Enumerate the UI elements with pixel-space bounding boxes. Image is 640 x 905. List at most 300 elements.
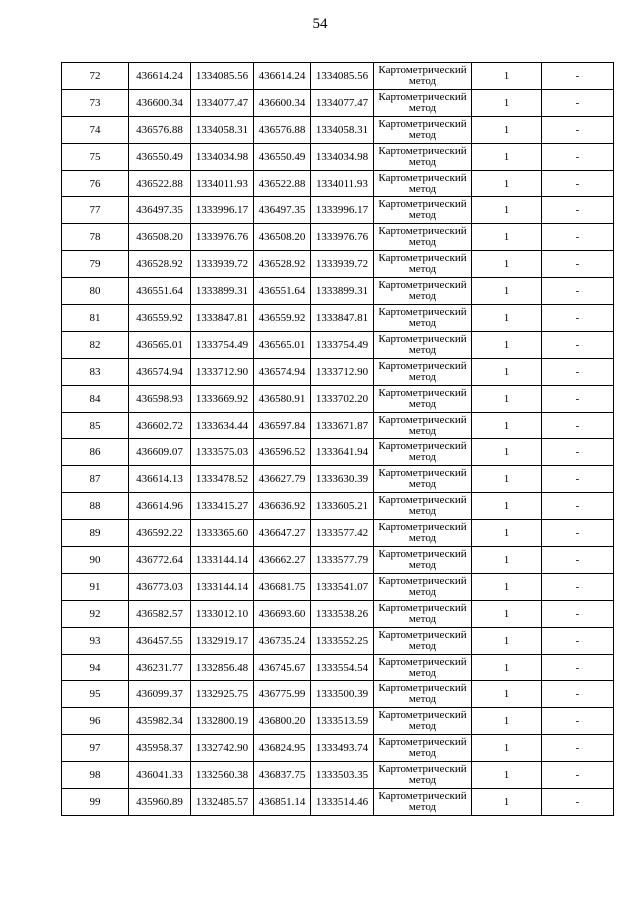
method-line-1: Картометрический	[378, 547, 467, 560]
y-coordinate-cell: 1333976.76	[191, 224, 254, 251]
point-number-cell: 82	[62, 331, 129, 358]
x-coordinate-cell: 436772.64	[129, 547, 191, 574]
y-coordinate-cell: 1333754.49	[191, 331, 254, 358]
method-line-1: Картометрический	[378, 736, 467, 749]
method-line-2: метод	[408, 639, 437, 652]
description-cell: -	[542, 520, 614, 547]
point-number-cell: 93	[62, 627, 129, 654]
y-coordinate-cell: 1334011.93	[191, 170, 254, 197]
point-number-cell: 85	[62, 412, 129, 439]
point-number-cell: 91	[62, 573, 129, 600]
description-cell: -	[542, 573, 614, 600]
y-coordinate-new-cell: 1333671.87	[311, 412, 374, 439]
x-coordinate-new-cell: 436528.92	[254, 251, 311, 278]
point-number-cell: 77	[62, 197, 129, 224]
table-row	[62, 331, 614, 358]
accuracy-cell: 1	[472, 331, 542, 358]
y-coordinate-new-cell: 1333554.54	[311, 654, 374, 681]
x-coordinate-new-cell: 436636.92	[254, 493, 311, 520]
table-row	[62, 600, 614, 627]
method-line-2: метод	[408, 558, 437, 571]
method-line-1: Картометрический	[378, 117, 467, 130]
y-coordinate-cell: 1332742.90	[191, 735, 254, 762]
x-coordinate-cell: 436550.49	[129, 143, 191, 170]
point-number-cell: 83	[62, 358, 129, 385]
table-row	[62, 493, 614, 520]
accuracy-cell: 1	[472, 708, 542, 735]
accuracy-cell: 1	[472, 520, 542, 547]
method-cell	[374, 116, 472, 143]
y-coordinate-cell: 1334034.98	[191, 143, 254, 170]
method-cell	[374, 520, 472, 547]
point-number-cell: 95	[62, 681, 129, 708]
description-cell: -	[542, 63, 614, 90]
method-cell	[374, 681, 472, 708]
x-coordinate-new-cell: 436565.01	[254, 331, 311, 358]
method-line-2: метод	[408, 182, 437, 195]
x-coordinate-cell: 436609.07	[129, 439, 191, 466]
description-cell: -	[542, 170, 614, 197]
coordinates-table	[61, 62, 614, 816]
table-row	[62, 627, 614, 654]
table-body	[62, 63, 614, 816]
method-line-1: Картометрический	[378, 709, 467, 722]
point-number-cell: 81	[62, 305, 129, 332]
accuracy-cell: 1	[472, 412, 542, 439]
method-line-1: Картометрический	[378, 682, 467, 695]
x-coordinate-cell: 436600.34	[129, 89, 191, 116]
y-coordinate-cell: 1332925.75	[191, 681, 254, 708]
method-line-2: метод	[408, 693, 437, 706]
accuracy-cell: 1	[472, 224, 542, 251]
y-coordinate-new-cell: 1334058.31	[311, 116, 374, 143]
method-cell	[374, 573, 472, 600]
description-cell: -	[542, 681, 614, 708]
method-line-1: Картометрический	[378, 332, 467, 345]
accuracy-cell: 1	[472, 789, 542, 816]
method-line-2: метод	[408, 290, 437, 303]
x-coordinate-new-cell: 436580.91	[254, 385, 311, 412]
y-coordinate-cell: 1334085.56	[191, 63, 254, 90]
table-row	[62, 197, 614, 224]
description-cell: -	[542, 654, 614, 681]
accuracy-cell: 1	[472, 547, 542, 574]
y-coordinate-new-cell: 1333630.39	[311, 466, 374, 493]
table-row	[62, 251, 614, 278]
method-line-2: метод	[408, 263, 437, 276]
y-coordinate-cell: 1332800.19	[191, 708, 254, 735]
x-coordinate-cell: 436592.22	[129, 520, 191, 547]
y-coordinate-cell: 1334077.47	[191, 89, 254, 116]
table-row	[62, 116, 614, 143]
table-row	[62, 89, 614, 116]
y-coordinate-cell: 1333415.27	[191, 493, 254, 520]
description-cell: -	[542, 789, 614, 816]
y-coordinate-cell: 1333847.81	[191, 305, 254, 332]
method-cell	[374, 547, 472, 574]
description-cell: -	[542, 143, 614, 170]
x-coordinate-cell: 436099.37	[129, 681, 191, 708]
y-coordinate-cell: 1332856.48	[191, 654, 254, 681]
method-line-1: Картометрический	[378, 440, 467, 453]
y-coordinate-new-cell: 1333577.79	[311, 547, 374, 574]
method-line-1: Картометрический	[378, 789, 467, 802]
accuracy-cell: 1	[472, 89, 542, 116]
method-line-1: Картометрический	[378, 279, 467, 292]
point-number-cell: 72	[62, 63, 129, 90]
y-coordinate-new-cell: 1334034.98	[311, 143, 374, 170]
y-coordinate-cell: 1333575.03	[191, 439, 254, 466]
y-coordinate-new-cell: 1333538.26	[311, 600, 374, 627]
table-row	[62, 789, 614, 816]
y-coordinate-cell: 1332560.38	[191, 762, 254, 789]
x-coordinate-cell: 436565.01	[129, 331, 191, 358]
table-row	[62, 654, 614, 681]
description-cell: -	[542, 547, 614, 574]
x-coordinate-new-cell: 436693.60	[254, 600, 311, 627]
table-row	[62, 143, 614, 170]
x-coordinate-new-cell: 436508.20	[254, 224, 311, 251]
method-cell	[374, 358, 472, 385]
x-coordinate-cell: 436041.33	[129, 762, 191, 789]
x-coordinate-new-cell: 436597.84	[254, 412, 311, 439]
y-coordinate-new-cell: 1333577.42	[311, 520, 374, 547]
method-line-2: метод	[408, 532, 437, 545]
point-number-cell: 92	[62, 600, 129, 627]
description-cell: -	[542, 385, 614, 412]
point-number-cell: 86	[62, 439, 129, 466]
y-coordinate-cell: 1332485.57	[191, 789, 254, 816]
point-number-cell: 73	[62, 89, 129, 116]
x-coordinate-cell: 436602.72	[129, 412, 191, 439]
x-coordinate-new-cell: 436497.35	[254, 197, 311, 224]
accuracy-cell: 1	[472, 762, 542, 789]
y-coordinate-new-cell: 1334077.47	[311, 89, 374, 116]
y-coordinate-cell: 1333669.92	[191, 385, 254, 412]
method-cell	[374, 197, 472, 224]
method-line-1: Картометрический	[378, 521, 467, 534]
x-coordinate-cell: 436497.35	[129, 197, 191, 224]
method-line-2: метод	[408, 424, 437, 437]
y-coordinate-new-cell: 1333513.59	[311, 708, 374, 735]
method-cell	[374, 63, 472, 90]
point-number-cell: 96	[62, 708, 129, 735]
point-number-cell: 88	[62, 493, 129, 520]
description-cell: -	[542, 278, 614, 305]
accuracy-cell: 1	[472, 627, 542, 654]
description-cell: -	[542, 116, 614, 143]
method-line-1: Картометрический	[378, 63, 467, 76]
x-coordinate-new-cell: 436837.75	[254, 762, 311, 789]
method-line-2: метод	[408, 236, 437, 249]
y-coordinate-new-cell: 1333514.46	[311, 789, 374, 816]
y-coordinate-new-cell: 1333541.07	[311, 573, 374, 600]
method-cell	[374, 331, 472, 358]
description-cell: -	[542, 600, 614, 627]
accuracy-cell: 1	[472, 493, 542, 520]
x-coordinate-cell: 436614.24	[129, 63, 191, 90]
accuracy-cell: 1	[472, 278, 542, 305]
method-line-1: Картометрический	[378, 494, 467, 507]
method-cell	[374, 493, 472, 520]
point-number-cell: 90	[62, 547, 129, 574]
y-coordinate-cell: 1333012.10	[191, 600, 254, 627]
accuracy-cell: 1	[472, 681, 542, 708]
y-coordinate-new-cell: 1334085.56	[311, 63, 374, 90]
table-row	[62, 278, 614, 305]
method-line-2: метод	[408, 720, 437, 733]
x-coordinate-new-cell: 436800.20	[254, 708, 311, 735]
table-row	[62, 170, 614, 197]
method-cell	[374, 627, 472, 654]
point-number-cell: 75	[62, 143, 129, 170]
accuracy-cell: 1	[472, 116, 542, 143]
x-coordinate-new-cell: 436627.79	[254, 466, 311, 493]
accuracy-cell: 1	[472, 251, 542, 278]
table-row	[62, 520, 614, 547]
method-line-1: Картометрический	[378, 386, 467, 399]
method-line-2: метод	[408, 451, 437, 464]
y-coordinate-new-cell: 1334011.93	[311, 170, 374, 197]
table-row	[62, 681, 614, 708]
description-cell: -	[542, 708, 614, 735]
accuracy-cell: 1	[472, 197, 542, 224]
point-number-cell: 99	[62, 789, 129, 816]
accuracy-cell: 1	[472, 735, 542, 762]
y-coordinate-new-cell: 1333847.81	[311, 305, 374, 332]
point-number-cell: 98	[62, 762, 129, 789]
x-coordinate-cell: 436582.57	[129, 600, 191, 627]
x-coordinate-new-cell: 436745.67	[254, 654, 311, 681]
x-coordinate-new-cell: 436551.64	[254, 278, 311, 305]
method-cell	[374, 412, 472, 439]
x-coordinate-cell: 435982.34	[129, 708, 191, 735]
method-line-2: метод	[408, 774, 437, 787]
method-cell	[374, 654, 472, 681]
method-line-1: Картометрический	[378, 628, 467, 641]
y-coordinate-cell: 1333365.60	[191, 520, 254, 547]
x-coordinate-new-cell: 436824.95	[254, 735, 311, 762]
accuracy-cell: 1	[472, 654, 542, 681]
method-line-1: Картометрический	[378, 467, 467, 480]
table-row	[62, 547, 614, 574]
x-coordinate-new-cell: 436735.24	[254, 627, 311, 654]
x-coordinate-cell: 435960.89	[129, 789, 191, 816]
y-coordinate-new-cell: 1333976.76	[311, 224, 374, 251]
x-coordinate-new-cell: 436550.49	[254, 143, 311, 170]
y-coordinate-new-cell: 1333899.31	[311, 278, 374, 305]
table-row	[62, 735, 614, 762]
y-coordinate-cell: 1333144.14	[191, 547, 254, 574]
accuracy-cell: 1	[472, 305, 542, 332]
description-cell: -	[542, 439, 614, 466]
y-coordinate-new-cell: 1333939.72	[311, 251, 374, 278]
method-cell	[374, 762, 472, 789]
x-coordinate-cell: 436231.77	[129, 654, 191, 681]
accuracy-cell: 1	[472, 385, 542, 412]
method-cell	[374, 600, 472, 627]
method-line-1: Картометрический	[378, 763, 467, 776]
table-row	[62, 708, 614, 735]
x-coordinate-new-cell: 436614.24	[254, 63, 311, 90]
y-coordinate-cell: 1333899.31	[191, 278, 254, 305]
y-coordinate-new-cell: 1333552.25	[311, 627, 374, 654]
description-cell: -	[542, 735, 614, 762]
method-line-1: Картометрический	[378, 359, 467, 372]
x-coordinate-new-cell: 436522.88	[254, 170, 311, 197]
method-cell	[374, 439, 472, 466]
point-number-cell: 89	[62, 520, 129, 547]
method-line-1: Картометрический	[378, 225, 467, 238]
x-coordinate-cell: 436528.92	[129, 251, 191, 278]
method-cell	[374, 143, 472, 170]
method-line-2: метод	[408, 505, 437, 518]
y-coordinate-cell: 1333478.52	[191, 466, 254, 493]
method-line-2: метод	[408, 316, 437, 329]
method-cell	[374, 789, 472, 816]
y-coordinate-new-cell: 1333500.39	[311, 681, 374, 708]
x-coordinate-cell: 436598.93	[129, 385, 191, 412]
x-coordinate-new-cell: 436559.92	[254, 305, 311, 332]
y-coordinate-cell: 1333144.14	[191, 573, 254, 600]
method-cell	[374, 170, 472, 197]
method-cell	[374, 735, 472, 762]
y-coordinate-new-cell: 1333702.20	[311, 385, 374, 412]
method-line-2: метод	[408, 478, 437, 491]
x-coordinate-new-cell: 436576.88	[254, 116, 311, 143]
x-coordinate-cell: 436551.64	[129, 278, 191, 305]
x-coordinate-cell: 436576.88	[129, 116, 191, 143]
y-coordinate-new-cell: 1333754.49	[311, 331, 374, 358]
method-cell	[374, 305, 472, 332]
accuracy-cell: 1	[472, 63, 542, 90]
x-coordinate-new-cell: 436647.27	[254, 520, 311, 547]
method-line-2: метод	[408, 370, 437, 383]
x-coordinate-new-cell: 436574.94	[254, 358, 311, 385]
point-number-cell: 97	[62, 735, 129, 762]
method-line-1: Картометрический	[378, 171, 467, 184]
method-line-2: метод	[408, 343, 437, 356]
method-line-2: метод	[408, 612, 437, 625]
table-row	[62, 762, 614, 789]
point-number-cell: 76	[62, 170, 129, 197]
x-coordinate-new-cell: 436596.52	[254, 439, 311, 466]
y-coordinate-new-cell: 1333605.21	[311, 493, 374, 520]
accuracy-cell: 1	[472, 143, 542, 170]
description-cell: -	[542, 331, 614, 358]
accuracy-cell: 1	[472, 439, 542, 466]
x-coordinate-cell: 436522.88	[129, 170, 191, 197]
method-cell	[374, 278, 472, 305]
description-cell: -	[542, 627, 614, 654]
point-number-cell: 74	[62, 116, 129, 143]
point-number-cell: 87	[62, 466, 129, 493]
method-line-1: Картометрический	[378, 413, 467, 426]
method-cell	[374, 385, 472, 412]
description-cell: -	[542, 251, 614, 278]
table-row	[62, 573, 614, 600]
description-cell: -	[542, 412, 614, 439]
method-line-2: метод	[408, 666, 437, 679]
table-row	[62, 358, 614, 385]
x-coordinate-new-cell: 436662.27	[254, 547, 311, 574]
method-line-1: Картометрический	[378, 305, 467, 318]
description-cell: -	[542, 493, 614, 520]
table-row	[62, 385, 614, 412]
point-number-cell: 80	[62, 278, 129, 305]
method-line-1: Картометрический	[378, 198, 467, 211]
table-row	[62, 305, 614, 332]
accuracy-cell: 1	[472, 358, 542, 385]
method-line-2: метод	[408, 74, 437, 87]
method-line-1: Картометрический	[378, 90, 467, 103]
method-cell	[374, 224, 472, 251]
method-line-2: метод	[408, 585, 437, 598]
x-coordinate-cell: 436574.94	[129, 358, 191, 385]
description-cell: -	[542, 358, 614, 385]
description-cell: -	[542, 466, 614, 493]
method-cell	[374, 89, 472, 116]
y-coordinate-cell: 1333712.90	[191, 358, 254, 385]
y-coordinate-new-cell: 1333493.74	[311, 735, 374, 762]
method-line-2: метод	[408, 128, 437, 141]
x-coordinate-cell: 436559.92	[129, 305, 191, 332]
table-row	[62, 439, 614, 466]
y-coordinate-cell: 1333634.44	[191, 412, 254, 439]
x-coordinate-cell: 436457.55	[129, 627, 191, 654]
x-coordinate-cell: 436773.03	[129, 573, 191, 600]
point-number-cell: 94	[62, 654, 129, 681]
method-line-2: метод	[408, 800, 437, 813]
page-number: 54	[312, 16, 328, 32]
method-cell	[374, 708, 472, 735]
y-coordinate-cell: 1332919.17	[191, 627, 254, 654]
method-cell	[374, 251, 472, 278]
x-coordinate-cell: 436614.13	[129, 466, 191, 493]
method-line-1: Картометрический	[378, 574, 467, 587]
accuracy-cell: 1	[472, 170, 542, 197]
y-coordinate-new-cell: 1333996.17	[311, 197, 374, 224]
accuracy-cell: 1	[472, 573, 542, 600]
description-cell: -	[542, 762, 614, 789]
method-line-1: Картометрический	[378, 252, 467, 265]
table-row	[62, 466, 614, 493]
accuracy-cell: 1	[472, 600, 542, 627]
point-number-cell: 78	[62, 224, 129, 251]
y-coordinate-cell: 1333939.72	[191, 251, 254, 278]
description-cell: -	[542, 197, 614, 224]
y-coordinate-new-cell: 1333503.35	[311, 762, 374, 789]
method-line-2: метод	[408, 209, 437, 222]
method-line-1: Картометрический	[378, 655, 467, 668]
table-row	[62, 224, 614, 251]
table-row	[62, 412, 614, 439]
description-cell: -	[542, 224, 614, 251]
method-cell	[374, 466, 472, 493]
x-coordinate-new-cell: 436775.99	[254, 681, 311, 708]
description-cell: -	[542, 305, 614, 332]
x-coordinate-new-cell: 436600.34	[254, 89, 311, 116]
y-coordinate-cell: 1333996.17	[191, 197, 254, 224]
method-line-1: Картометрический	[378, 601, 467, 614]
method-line-2: метод	[408, 101, 437, 114]
y-coordinate-new-cell: 1333712.90	[311, 358, 374, 385]
x-coordinate-cell: 436614.96	[129, 493, 191, 520]
method-line-2: метод	[408, 747, 437, 760]
accuracy-cell: 1	[472, 466, 542, 493]
point-number-cell: 84	[62, 385, 129, 412]
description-cell: -	[542, 89, 614, 116]
